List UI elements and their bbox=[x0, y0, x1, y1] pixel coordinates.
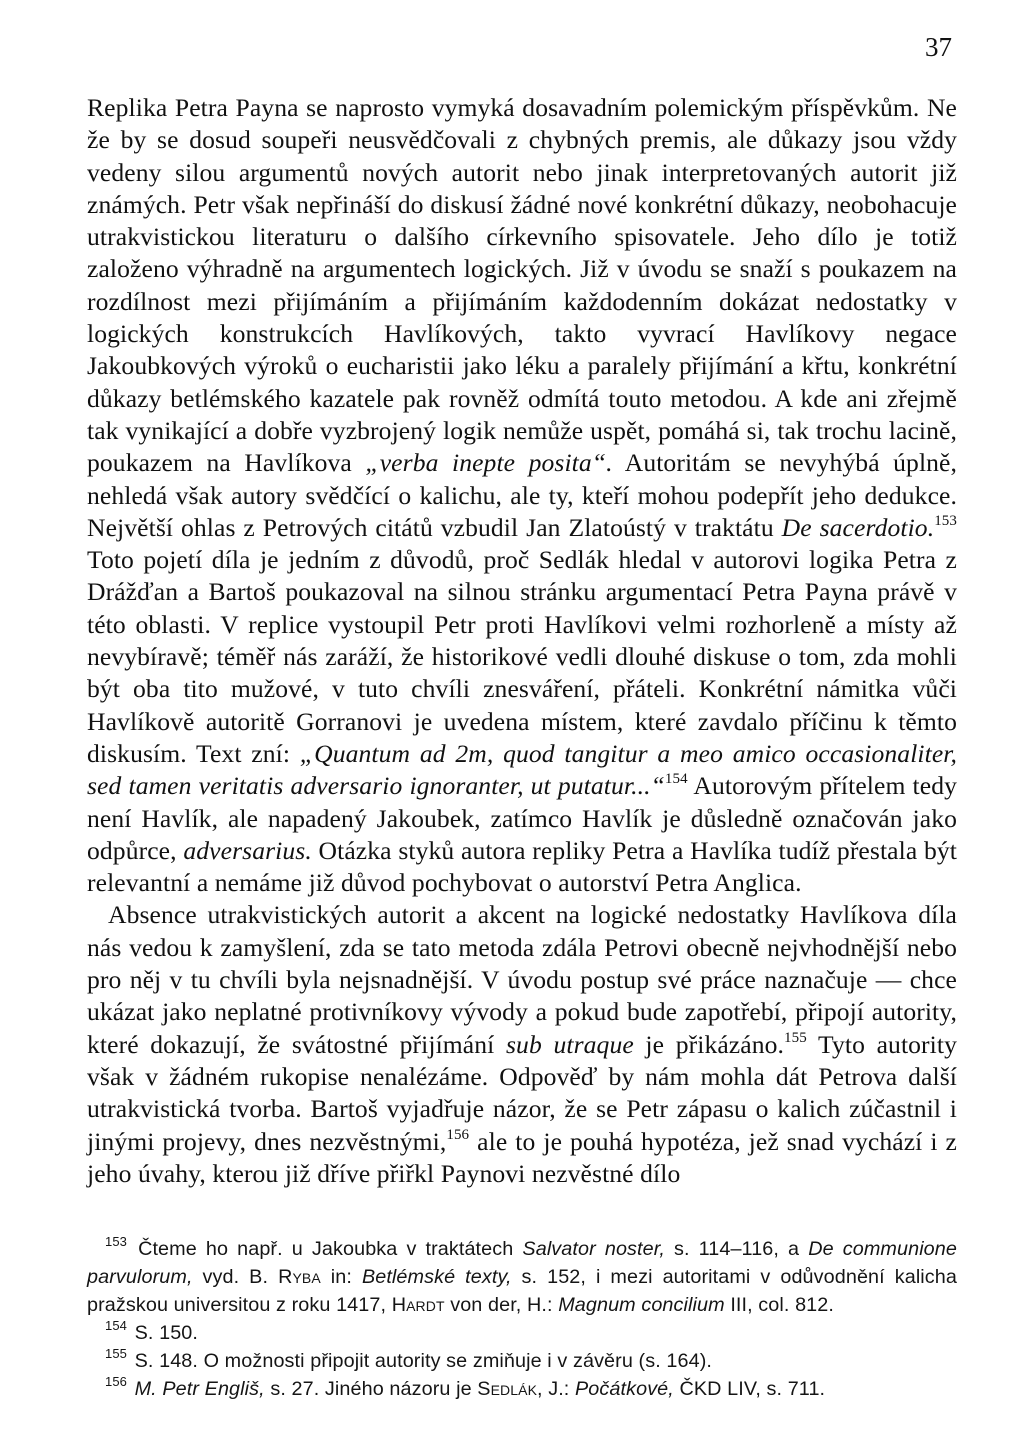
sentence: V replice vystoupil Petr proti Havlíkovi velmi rozhorleně a místy až nevybíravě; téměř nás zaráží, že historikové vedli dlouhé diskuse o tom, zda mohli být oba tito mužové, v tuto chvíli znesváření, přáteli. bbox=[87, 609, 957, 704]
sentence: Petr však nepřináší do diskusí žádné nové konkrétní důkazy, neobohacuje utrakvistickou literaturu o dalšího církevního spisovatele. bbox=[87, 189, 957, 252]
sentence: V úvodu postup své práce naznačuje — chce ukázat jako neplatné protivníkovy vývody a pokud bude zapotřebí, připojí autority, které dokazují, že svátostné přijímání bbox=[87, 965, 957, 1059]
footnote-number: 156 bbox=[105, 1374, 127, 1389]
footnote-156 bbox=[87, 1375, 957, 1403]
work-title: Počátkové, bbox=[575, 1378, 674, 1400]
work-title: De sacerdotio. bbox=[781, 512, 935, 542]
sentence: Jeho dílo je totiž založeno výhradně na argumentech logických. bbox=[87, 222, 958, 284]
footnote-text: S. 148. O možnosti připojit autority se zmiňuje i v závěru (s. 164). bbox=[134, 1350, 713, 1372]
footnote-ref-154[interactable]: 154 bbox=[664, 771, 688, 788]
footnote-ref-155[interactable]: 155 bbox=[784, 1029, 807, 1046]
paragraph-2 bbox=[87, 899, 957, 1190]
footnote-text: s. 27. Jiného názoru je bbox=[270, 1378, 472, 1400]
author-name: Hardt bbox=[391, 1294, 445, 1316]
latin-quote: „verba inepte posita“. bbox=[365, 448, 613, 478]
footnote-text: III, col. 812. bbox=[730, 1294, 834, 1316]
latin-term: sub utraque bbox=[506, 1029, 634, 1059]
footnote-155 bbox=[87, 1347, 957, 1375]
paragraph-1 bbox=[87, 92, 957, 899]
footnote-number: 154 bbox=[105, 1318, 127, 1333]
footnote-text: in: bbox=[330, 1266, 352, 1288]
footnote-text: ČKD LIV, s. 711. bbox=[679, 1378, 826, 1400]
sentence: Bartoš vyjadřuje názor, že se Petr zápasu o kalich zúčastnil i jinými projevy, dnes nezvěstnými, bbox=[87, 1094, 957, 1156]
sentence: Největší ohlas z Petrových citátů vzbudil Jan Zlatoústý v traktátu bbox=[87, 512, 774, 542]
sentence: Již v úvodu se snaží s poukazem na rozdílnost mezi přijímáním a přijímáním každodenním dokázat nedostatky v logických konstrukcích Havlíkových, takto vyvrací Havlíkovy negace Jakoubkových výroků o eucharistii jako léku a paralely přijímání a křtu, konkrétní důkazy betlémského kazatele pak rovněž odmítá touto metodou. bbox=[87, 254, 957, 413]
footnote-text: S. 150. bbox=[134, 1322, 198, 1344]
work-title: M. Petr Engliš, bbox=[134, 1378, 265, 1400]
footnote-ref-156[interactable]: 156 bbox=[446, 1126, 470, 1143]
sentence: Replika Petra Payna se naprosto vymyká dosavadním polemickým příspěvkům. bbox=[87, 93, 920, 122]
footnote-text: vyd. B. bbox=[202, 1266, 269, 1288]
author-name: Sedlák, bbox=[477, 1378, 543, 1400]
body-text bbox=[87, 92, 957, 1190]
latin-quote: „Quantum ad 2m, quod tangitur a meo amico occasionaliter, sed tamen veritatis adversario ignoranter, ut putatur...“ bbox=[87, 738, 958, 801]
work-title: Salvator noster, bbox=[522, 1238, 665, 1260]
footnote-number: 155 bbox=[105, 1346, 127, 1361]
sentence: ale to je pouhá hypotéza, jež snad vychází i z jeho úvahy, kterou již dříve přiřkl Paynovi nezvěstné dílo bbox=[87, 1126, 957, 1188]
footnote-text: s. 152, i mezi autoritami v odůvodnění kalicha pražskou universitou z roku 1417, bbox=[87, 1266, 957, 1316]
footnotes bbox=[87, 1235, 957, 1403]
sentence: Tyto autority však v žádném rukopise nenalézáme. Odpověď by nám mohla dát Petrova další utrakvistická tvorba. bbox=[87, 1029, 957, 1124]
sentence: Konkrétní námitka vůči Havlíkově autoritě Gorranovi je uvedena místem, které zavdalo příčinu k těmto diskusím. Text zní: bbox=[87, 674, 957, 768]
sentence: Autorovým přítelem tedy není Havlík, ale napadený Jakoubek, zatímco Havlík je důsledně označován jako odpůrce, bbox=[87, 771, 957, 865]
footnote-ref-153[interactable]: 153 bbox=[934, 512, 958, 529]
sentence: Ne že by se dosud soupeři neusvědčovali z chybných premis, ale důkazy jsou vždy vedeny silou argumentů nových autorit nebo jinak interpretovaných autorit již známých. bbox=[87, 93, 957, 219]
footnote-154 bbox=[87, 1319, 957, 1347]
sentence: Otázka styků autora repliky Petra a Havlíka tudíž přestala být relevantní a nemáme již důvod pochybovat o autorství Petra Anglica. bbox=[87, 835, 958, 898]
footnote-text: Čteme ho např. u Jakoubka v traktátech bbox=[138, 1238, 514, 1260]
footnote-153 bbox=[87, 1235, 957, 1319]
sentence: Autoritám se nevyhýbá úplně, nehledá však autory svědčící o kalichu, ale ty, kteří mohou podepřít jeho dedukce. bbox=[87, 448, 958, 510]
footnote-text: von der, H.: bbox=[450, 1294, 553, 1316]
footnote-text: s. 114–116, a bbox=[673, 1238, 800, 1260]
sentence: je přikázáno. bbox=[645, 1029, 785, 1059]
sentence: Absence utrakvistických autorit a akcent na logické nedostatky Havlíkova díla nás vedou k zamyšlení, zda se tato metoda zdála Petrovi obecně nejvhodnější nebo pro něj v tu chvíli byla nejsnadnější. bbox=[87, 900, 957, 995]
page-number: 37 bbox=[925, 32, 952, 62]
work-title: Magnum concilium bbox=[558, 1294, 725, 1316]
latin-term: adversarius. bbox=[183, 835, 312, 865]
work-title: Betlémské texty, bbox=[361, 1266, 512, 1288]
footnote-text: J.: bbox=[548, 1378, 570, 1400]
sentence: A kde ani zřejmě tak vynikající a dobře vyzbrojený logik nemůže uspět, pomáhá si, tak trochu lacině, poukazem na Havlíkova bbox=[87, 383, 957, 478]
work-title: De communione parvulorum, bbox=[87, 1238, 957, 1288]
footnote-number: 153 bbox=[105, 1234, 127, 1249]
sentence: Toto pojetí díla je jedním z důvodů, proč Sedlák hledal v autorovi logika Petra z Drážďan a Bartoš poukazoval na silnou stránku argumentací Petra Payna právě v této oblasti. bbox=[87, 545, 957, 639]
author-name: Ryba bbox=[278, 1266, 321, 1288]
